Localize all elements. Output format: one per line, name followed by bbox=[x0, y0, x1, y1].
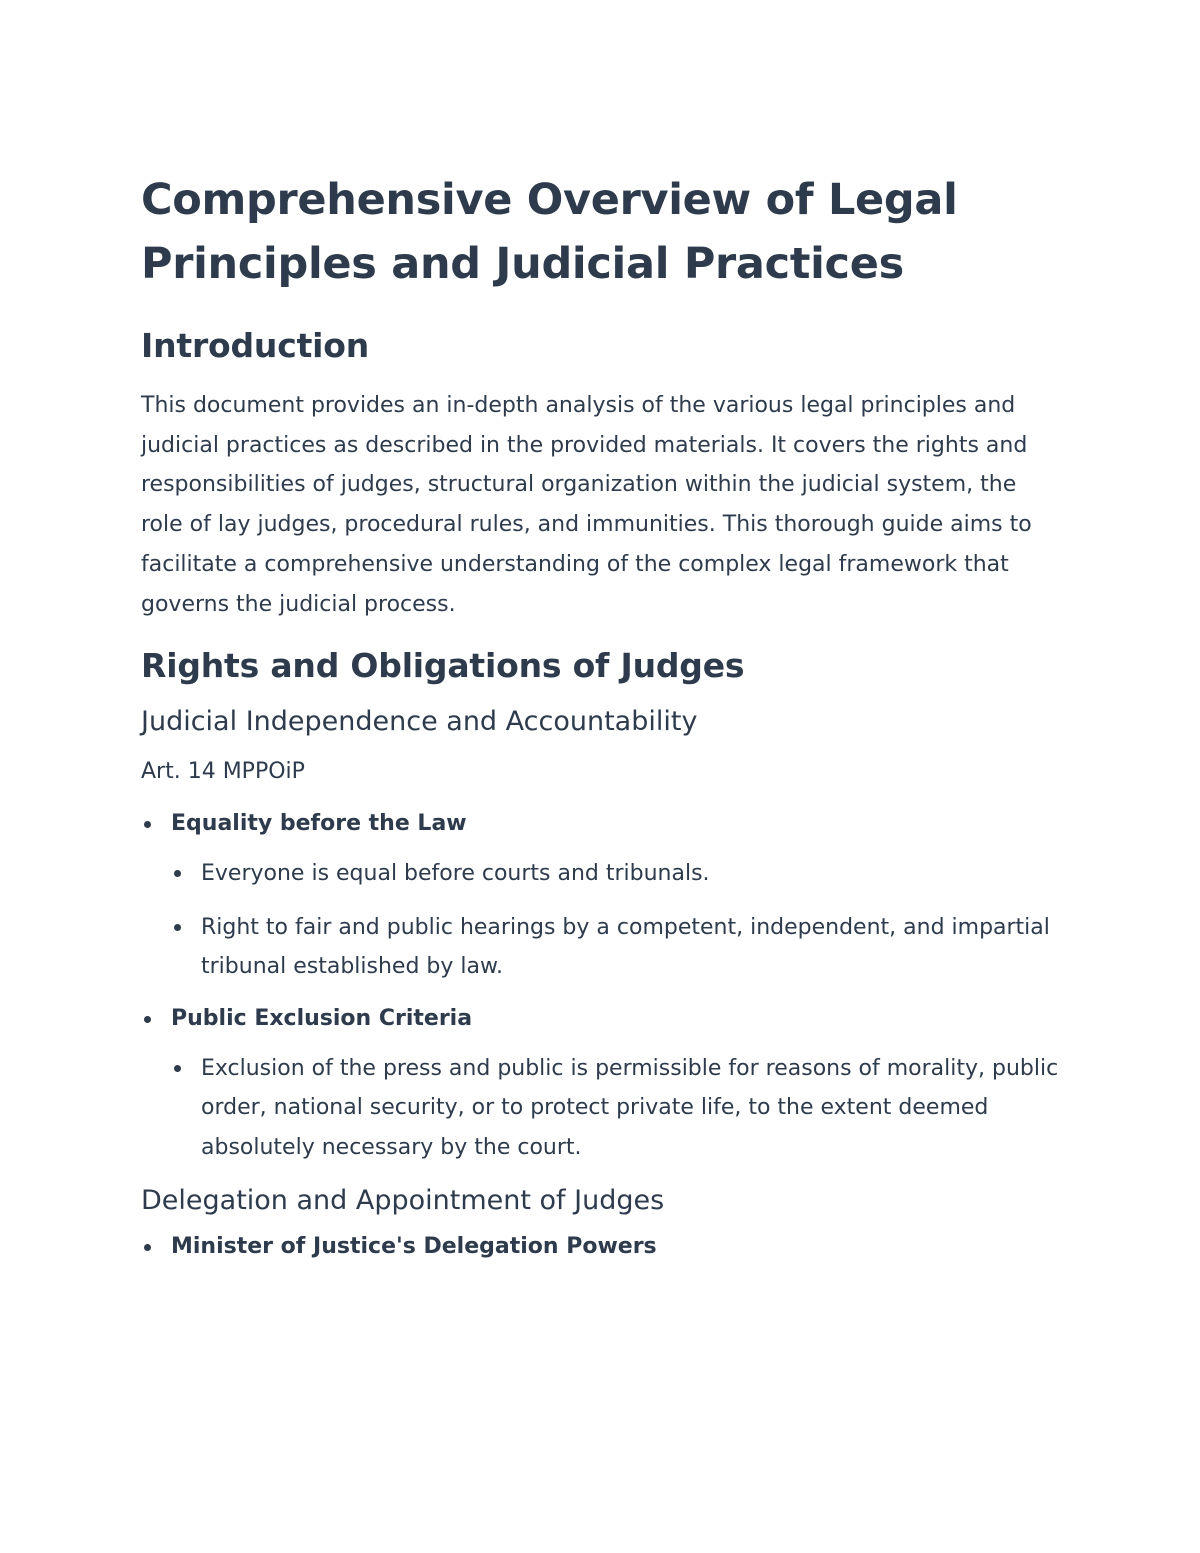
sub-list bbox=[171, 854, 1061, 987]
sub-list-item: Everyone is equal before courts and tribunals. bbox=[171, 854, 1061, 894]
list-item-label: Public Exclusion Criteria bbox=[171, 1005, 473, 1031]
article-reference: Art. 14 MPPOiP bbox=[141, 759, 305, 785]
list-item bbox=[141, 806, 1061, 987]
delegation-heading: Delegation and Appointment of Judges bbox=[141, 1185, 665, 1217]
introduction-heading: Introduction bbox=[141, 326, 370, 365]
introduction-paragraph: This document provides an in-depth analysis of the various legal principles and judicial practices as described in the provided materials. It covers the rights and responsibilities of judges, structural organization within the judicial system, the role of lay judges, procedural rules, and immunities. This thorough guide aims to facilitate a comprehensive understanding of the complex legal framework that governs the judicial process. bbox=[141, 393, 1032, 617]
document-content bbox=[141, 168, 1061, 1277]
independence-heading: Judicial Independence and Accountability bbox=[141, 706, 698, 738]
list-item-label: Minister of Justice's Delegation Powers bbox=[171, 1234, 657, 1260]
document-title: Comprehensive Overview of Legal Principles and Judicial Practices bbox=[141, 175, 958, 289]
independence-list bbox=[141, 806, 1061, 1167]
sub-list-item: Right to fair and public hearings by a competent, independent, and impartial tribunal established by law. bbox=[171, 908, 1061, 987]
list-item-label: Equality before the Law bbox=[171, 811, 467, 837]
sub-list bbox=[171, 1049, 1061, 1168]
rights-heading: Rights and Obligations of Judges bbox=[141, 646, 745, 686]
list-item bbox=[141, 1001, 1061, 1168]
sub-list-item: Exclusion of the press and public is permissible for reasons of morality, public order, national security, or to protect private life, to the extent deemed absolutely necessary by the court. bbox=[171, 1049, 1061, 1168]
delegation-list bbox=[141, 1229, 1061, 1265]
list-item bbox=[141, 1229, 1061, 1265]
